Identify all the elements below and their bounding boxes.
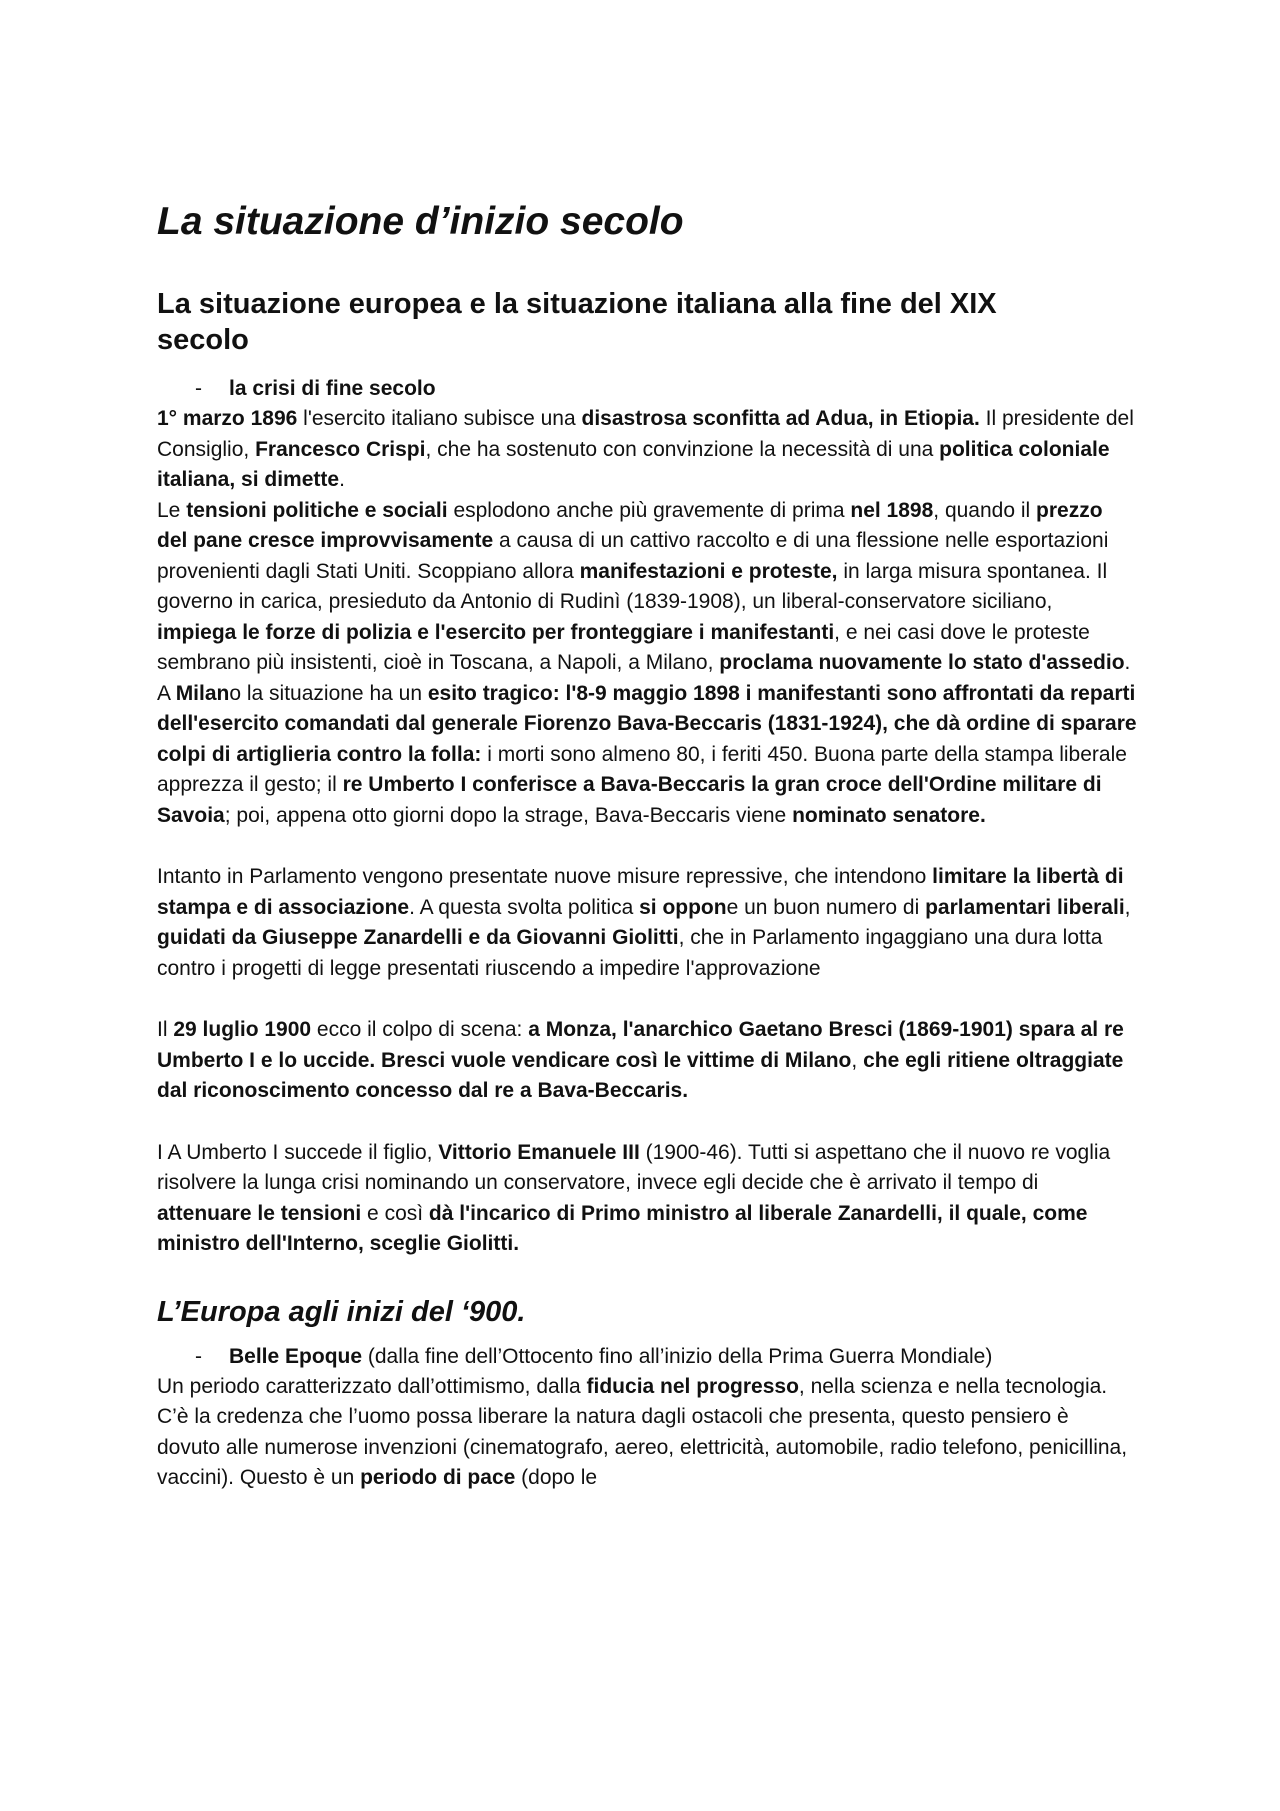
bullet-item-crisis <box>157 374 1137 404</box>
text-run: Il presidente del Consiglio, <box>157 407 1134 461</box>
bold-text: proclama nuovamente lo stato d'assedio <box>719 651 1125 674</box>
bold-text: tensioni politiche e sociali <box>186 498 448 522</box>
paragraph-tensions-1898 <box>157 496 1137 832</box>
text-run: i morti sono almeno 80, i feriti 450. Buona parte della stampa liberale apprezza il gesto; il <box>157 742 1127 796</box>
text-run: . A <box>157 651 1131 705</box>
bold-text: fiducia nel progresso <box>586 1374 799 1398</box>
text-run: (dalla fine dell’Ottocento fino all’inizio della Prima Guerra Mondiale) <box>362 1344 993 1368</box>
text-run: (1900-46). Tutti si aspettano che il nuovo re voglia risolvere la lunga crisi nominando un conservatore, invece egli decide che è arrivato il tempo di <box>157 1140 1111 1194</box>
text-run: Le <box>157 498 187 522</box>
text-run: e un buon numero di <box>726 895 926 919</box>
bold-text: nel 1898 <box>850 498 934 522</box>
bold-text: attenuare le tensioni <box>157 1201 362 1225</box>
bold-text: impiega le forze di polizia e l'esercito per fronteggiare i manifestanti <box>157 620 835 644</box>
bold-text: Vittorio Emanuele III <box>438 1140 640 1164</box>
bold-text: guidati da Giuseppe Zanardelli e da Giovanni Giolitti <box>157 926 679 949</box>
bold-text: re Umberto I conferisce a Bava-Beccaris la gran croce dell'Ordine militare di Savoia <box>157 773 1102 827</box>
text-run: ; poi, appena otto giorni dopo la strage, Bava-Beccaris viene <box>224 803 793 827</box>
bold-text: esito tragico: l'8-9 maggio 1898 i manifestanti sono affrontati da reparti dell'esercito comandati dal generale Fiorenzo Bava-Beccaris (1831-1924), che dà ordine di sparare colpi di artiglieria contro la folla: <box>157 681 1137 766</box>
bullet-dash: - <box>195 377 202 400</box>
bold-text: manifestazioni e proteste, <box>579 559 838 583</box>
text-run: , nella scienza e nella tecnologia. C’è la credenza che l’uomo possa liberare la natura dagli ostacoli che presenta, questo pensiero è dovuto alle numerose invenzioni (cinematografo, aereo, elettricità, automobile, radio telefono, penicillina, vaccini). Questo è un <box>157 1374 1128 1489</box>
bold-text: prezzo del pane cresce improvvisamente <box>157 498 1103 552</box>
paragraph-adua <box>157 404 1137 496</box>
text-run: Il <box>157 1018 174 1041</box>
text-run: a causa di un cattivo raccolto e di una flessione nelle esportazioni provenienti dagli Stati Uniti. Scoppiano allora <box>157 529 1109 583</box>
text-run: , che in Parlamento ingaggiano una dura lotta contro i progetti di legge presentati riuscendo a impedire l'approvazione <box>157 926 1103 980</box>
paragraph-vittorio-emanuele <box>157 1138 1137 1260</box>
bullet-text <box>229 1345 992 1368</box>
bold-text: limitare la libertà di stampa e di associazione <box>157 865 1124 919</box>
paragraph-parliament <box>157 862 1137 984</box>
text-run: Intanto in Parlamento vengono presentate nuove misure repressive, che intendono <box>157 865 933 888</box>
text-run: , che ha sostenuto con convinzione la necessità di una <box>425 437 940 461</box>
text-run: (dopo le <box>515 1466 598 1489</box>
text-run: I A Umberto I succede il figlio, <box>157 1140 439 1164</box>
bold-text: 1° marzo 1896 <box>157 407 298 430</box>
bold-text: 29 luglio 1900 <box>173 1018 312 1041</box>
bold-text: parlamentari liberali <box>925 895 1125 919</box>
bullet-item-belle-epoque <box>157 1342 1137 1372</box>
text-run: ecco il colpo di scena: <box>311 1018 529 1041</box>
document-page <box>157 198 1137 1494</box>
section-heading-italian-situation: La situazione europea e la situazione italiana alla fine del XIX secolo <box>157 288 997 356</box>
text-run: , <box>1124 895 1131 919</box>
paragraph-belle-epoque <box>157 1372 1137 1494</box>
bullet-dash: - <box>195 1344 202 1368</box>
text-run: . <box>339 468 345 491</box>
text-run: , <box>851 1048 864 1072</box>
bold-text: Francesco Crispi <box>255 437 426 461</box>
text-run: . A questa svolta politica <box>409 895 640 919</box>
text-run: , e nei casi dove le proteste sembrano più insistenti, cioè in Toscana, a Napoli, a Milano, <box>157 620 1090 674</box>
text-run: e così <box>361 1201 429 1225</box>
text-run: l'esercito italiano subisce una <box>297 407 582 430</box>
bold-text: a Monza, l'anarchico Gaetano Bresci (1869-1901) spara al re Umberto I e lo uccide. Bresci vuole vendicare così le vittime di Milano <box>157 1018 1124 1072</box>
bullet-text: la crisi di fine secolo <box>229 377 436 400</box>
section-heading-europe-1900: L’Europa agli inizi del ‘900. <box>157 1295 526 1328</box>
text-run: , quando il <box>933 498 1037 522</box>
bold-text: nominato senatore. <box>792 803 986 827</box>
text-run: esplodono anche più gravemente di prima <box>447 498 851 522</box>
paragraph-monza <box>157 1015 1137 1107</box>
bold-text: si oppon <box>639 895 727 919</box>
text-run: Un periodo caratterizzato dall’ottimismo, dalla <box>157 1374 587 1398</box>
bold-text: periodo di pace <box>360 1466 516 1489</box>
bold-text: Milan <box>175 681 230 705</box>
text-run: in larga misura spontanea. Il governo in carica, presieduto da Antonio di Rudinì (1839-1908), un liberal-conservatore siciliano, <box>157 559 1108 613</box>
bold-text: Belle Epoque <box>229 1344 363 1368</box>
bold-text: che egli ritiene oltraggiate dal riconoscimento concesso dal re a Bava-Beccaris. <box>157 1048 1124 1102</box>
bold-text: disastrosa sconfitta ad Adua, in Etiopia. <box>581 407 980 430</box>
page-title: La situazione d’inizio secolo <box>157 200 684 243</box>
bold-text: politica coloniale italiana, si dimette <box>157 437 1110 491</box>
text-run: o la situazione ha un <box>229 681 428 705</box>
bold-text: dà l'incarico di Primo ministro al liberale Zanardelli, il quale, come ministro dell'Interno, sceglie Giolitti. <box>157 1201 1088 1255</box>
